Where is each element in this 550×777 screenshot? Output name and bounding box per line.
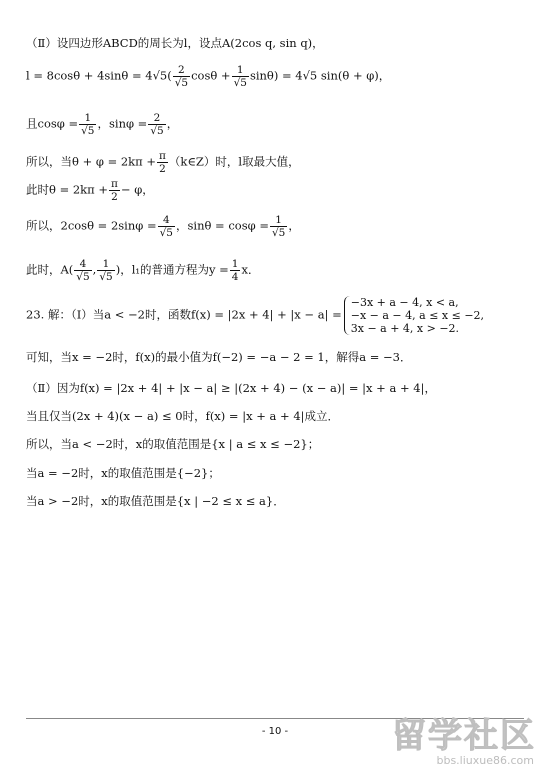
question-23: 23. 解：（Ⅰ）当a < −2时，函数f(x) = |2x + 4| + |x − a| = −3x + a − 4, x < a, −x − a − 4, a ≤ x ≤ −2, 3x − a + 4, x > −2.	[26, 296, 485, 335]
trig-relation: 所以，2cosθ = 2sinφ = $\frac{4}{√5}$ ，sinθ = cosφ = $\frac{1}{√5}$ ，	[26, 214, 300, 239]
page-number: - 10 -	[261, 726, 289, 737]
fraction: $\frac{1}{√5}$	[81, 112, 95, 137]
range-case-1: 所以，当a < −2时，x的取值范围是{x | a ≤ x ≤ −2}；	[26, 437, 320, 451]
watermark-url: bbs.liuxue86.com	[436, 754, 534, 767]
phi-definition: 且cosφ = $\frac{1}{√5}$ ，sinφ = $\frac{2}{√5}$ ，	[26, 112, 179, 137]
watermark-text: 留学社区	[392, 716, 536, 756]
theta-value: 此时θ = 2kπ + $\frac{\pi}{2}$ − φ，	[26, 178, 154, 203]
point-a-line: 此时，A( $\frac{4}{√5}$ , $\frac{1}{√5}$ )，l₁的普通方程为y = $\frac{1}{4}$ x．	[26, 258, 260, 283]
part2-intro: （Ⅱ）设四边形ABCD的周长为l，设点A(2cos q, sin q)，	[26, 36, 324, 50]
condition-line: 当且仅当(2x + 4)(x − a) ≤ 0时，f(x) = |x + a + 4|成立．	[26, 409, 340, 423]
fraction: $\frac{\pi}{2}$	[159, 150, 166, 175]
fraction: $\frac{\pi}{2}$	[111, 178, 118, 203]
range-case-2: 当a = −2时，x的取值范围是{−2}；	[26, 466, 220, 480]
fraction: $\frac{1}{√5}$	[233, 64, 247, 89]
fraction: $\frac{1}{4}$	[231, 258, 239, 283]
watermark-logo	[390, 708, 540, 772]
fraction: $\frac{1}{√5}$	[99, 258, 113, 283]
range-case-3: 当a > −2时，x的取值范围是{x | −2 ≤ x ≤ a}．	[26, 494, 285, 508]
maximum-condition: 所以，当θ + φ = 2kπ + $\frac{\pi}{2}$ （k∈Z）时，l取最大值，	[26, 150, 300, 175]
piecewise-system: −3x + a − 4, x < a, −x − a − 4, a ≤ x ≤ −2, 3x − a + 4, x > −2.	[344, 296, 484, 335]
perimeter-equation: l = 8cosθ + 4sinθ = 4√5( $\frac{2}{√5}$ cosθ + $\frac{1}{√5}$ sinθ) = 4√5 sin(θ + φ)，	[26, 64, 391, 89]
fraction: $\frac{4}{√5}$	[159, 214, 173, 239]
fraction: $\frac{2}{√5}$	[174, 64, 189, 89]
minimum-line: 可知，当x = −2时，f(x)的最小值为f(−2) = −a − 2 = 1，解得a = −3．	[26, 350, 412, 364]
fraction: $\frac{4}{√5}$	[76, 258, 90, 283]
part2-inequality: （Ⅱ）因为f(x) = |2x + 4| + |x − a| ≥ |(2x + 4) − (x − a)| = |x + a + 4|，	[26, 381, 436, 395]
fraction: $\frac{1}{√5}$	[271, 214, 286, 239]
fraction: $\frac{2}{√5}$	[150, 112, 164, 137]
